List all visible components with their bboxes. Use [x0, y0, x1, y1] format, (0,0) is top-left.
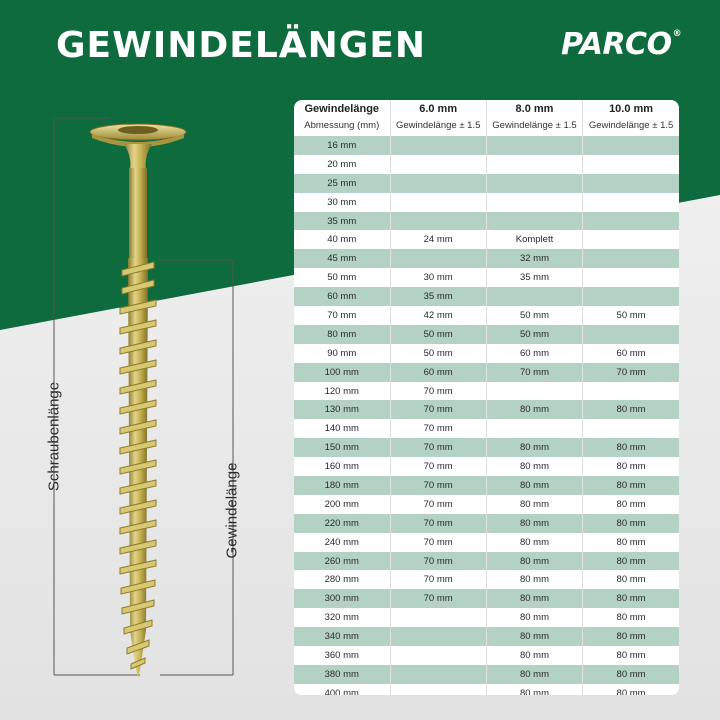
header-cell-6mm: 6.0 mm — [390, 100, 486, 116]
table-body — [294, 136, 679, 695]
table-row — [294, 665, 679, 684]
table-row — [294, 249, 679, 268]
thread-length-cell: 80 mm — [486, 570, 582, 589]
thread-length-cell — [583, 136, 679, 155]
dimension-cell: 90 mm — [294, 344, 390, 363]
thread-length-cell: 80 mm — [486, 400, 582, 419]
dimension-cell: 70 mm — [294, 306, 390, 325]
thread-length-cell: 70 mm — [486, 363, 582, 382]
table-row — [294, 608, 679, 627]
dimension-cell: 80 mm — [294, 325, 390, 344]
thread-length-cell — [583, 174, 679, 193]
table-row — [294, 514, 679, 533]
dimension-cell: 180 mm — [294, 476, 390, 495]
thread-length-cell: 70 mm — [390, 552, 486, 571]
table-row — [294, 268, 679, 287]
header-cell-8mm: 8.0 mm — [486, 100, 582, 116]
thread-length-cell: 70 mm — [390, 495, 486, 514]
thread-length-cell: 32 mm — [486, 249, 582, 268]
thread-length-cell: 50 mm — [486, 325, 582, 344]
dimension-cell: 300 mm — [294, 589, 390, 608]
subheader-cell: Gewindelänge ± 1.5 — [486, 116, 582, 136]
thread-length-label: Gewindelänge — [223, 462, 241, 559]
table-row — [294, 193, 679, 212]
table-row — [294, 533, 679, 552]
dimension-cell: 45 mm — [294, 249, 390, 268]
thread-length-cell — [390, 646, 486, 665]
thread-length-cell — [390, 627, 486, 646]
dimension-cell: 240 mm — [294, 533, 390, 552]
thread-length-cell: 80 mm — [583, 608, 679, 627]
dimension-cell: 100 mm — [294, 363, 390, 382]
table-row — [294, 287, 679, 306]
thread-length-cell: 35 mm — [390, 287, 486, 306]
thread-length-cell: 80 mm — [583, 665, 679, 684]
thread-length-cell: 70 mm — [390, 570, 486, 589]
thread-length-cell: 80 mm — [583, 552, 679, 571]
thread-length-cell — [583, 193, 679, 212]
thread-length-cell — [583, 325, 679, 344]
thread-length-cell: 80 mm — [486, 514, 582, 533]
thread-length-cell: 80 mm — [583, 684, 679, 695]
thread-length-cell: 80 mm — [486, 608, 582, 627]
thread-length-cell — [486, 212, 582, 231]
dimension-cell: 130 mm — [294, 400, 390, 419]
table-row — [294, 570, 679, 589]
table-row — [294, 552, 679, 571]
thread-length-cell: 80 mm — [583, 514, 679, 533]
dimension-cell: 400 mm — [294, 684, 390, 695]
thread-length-cell — [583, 382, 679, 401]
table-header-row — [294, 100, 679, 116]
thread-length-cell — [486, 174, 582, 193]
table — [294, 100, 679, 695]
thread-length-cell — [390, 608, 486, 627]
table-row — [294, 382, 679, 401]
thread-length-cell: 50 mm — [390, 325, 486, 344]
dimension-cell: 16 mm — [294, 136, 390, 155]
header-cell-label: Gewindelänge — [294, 100, 390, 116]
thread-length-cell — [390, 665, 486, 684]
thread-length-cell: 80 mm — [583, 646, 679, 665]
brand-logo: PARCO® — [561, 27, 682, 62]
dimension-cell: 280 mm — [294, 570, 390, 589]
table-row — [294, 400, 679, 419]
thread-length-cell — [486, 287, 582, 306]
dimension-cell: 35 mm — [294, 212, 390, 231]
thread-length-cell — [390, 212, 486, 231]
thread-length-cell: 70 mm — [390, 457, 486, 476]
dimension-cell: 200 mm — [294, 495, 390, 514]
dimension-cell: 360 mm — [294, 646, 390, 665]
thread-length-cell: 80 mm — [486, 684, 582, 695]
table-row — [294, 438, 679, 457]
thread-length-cell — [583, 230, 679, 249]
thread-length-cell: 80 mm — [583, 570, 679, 589]
subheader-cell: Abmessung (mm) — [294, 116, 390, 136]
thread-length-cell: 35 mm — [486, 268, 582, 287]
thread-length-cell: 60 mm — [583, 344, 679, 363]
thread-length-cell: 80 mm — [486, 495, 582, 514]
table-row — [294, 306, 679, 325]
thread-length-cell — [486, 193, 582, 212]
thread-length-cell: 80 mm — [583, 495, 679, 514]
thread-length-cell: 80 mm — [583, 533, 679, 552]
thread-length-cell: 30 mm — [390, 268, 486, 287]
thread-length-cell — [583, 268, 679, 287]
thread-length-cell: 50 mm — [390, 344, 486, 363]
table-row — [294, 495, 679, 514]
dimension-cell: 120 mm — [294, 382, 390, 401]
thread-length-cell — [486, 419, 582, 438]
table-row — [294, 136, 679, 155]
thread-length-cell: 80 mm — [583, 457, 679, 476]
dimension-cell: 260 mm — [294, 552, 390, 571]
table-row — [294, 230, 679, 249]
thread-length-cell: 70 mm — [390, 382, 486, 401]
thread-length-cell: 80 mm — [486, 533, 582, 552]
dimension-cell: 60 mm — [294, 287, 390, 306]
thread-length-cell: 24 mm — [390, 230, 486, 249]
thread-length-cell: 60 mm — [486, 344, 582, 363]
table-row — [294, 646, 679, 665]
table-row — [294, 457, 679, 476]
thread-length-cell — [486, 136, 582, 155]
dimension-cell: 380 mm — [294, 665, 390, 684]
thread-length-cell: 80 mm — [583, 476, 679, 495]
thread-length-cell — [583, 155, 679, 174]
subheader-cell: Gewindelänge ± 1.5 — [583, 116, 679, 136]
thread-length-cell: 70 mm — [390, 476, 486, 495]
thread-length-cell: 70 mm — [390, 589, 486, 608]
thread-length-cell — [390, 249, 486, 268]
thread-length-cell: 70 mm — [390, 400, 486, 419]
screw-drawing — [40, 110, 260, 690]
thread-length-cell: 80 mm — [486, 646, 582, 665]
thread-length-cell: 80 mm — [583, 627, 679, 646]
thread-length-cell: 80 mm — [583, 400, 679, 419]
thread-length-cell — [390, 684, 486, 695]
table-row — [294, 325, 679, 344]
thread-length-cell: 80 mm — [486, 457, 582, 476]
table-row — [294, 627, 679, 646]
thread-length-cell: 70 mm — [390, 438, 486, 457]
thread-length-cell — [390, 136, 486, 155]
thread-length-cell — [486, 155, 582, 174]
thread-length-cell — [390, 174, 486, 193]
screw-illustration — [40, 110, 260, 690]
table-row — [294, 476, 679, 495]
thread-length-cell — [390, 155, 486, 174]
thread-length-cell: 80 mm — [583, 438, 679, 457]
dimension-cell: 150 mm — [294, 438, 390, 457]
table-row — [294, 174, 679, 193]
table-row — [294, 589, 679, 608]
thread-length-cell: 80 mm — [486, 627, 582, 646]
dimension-cell: 50 mm — [294, 268, 390, 287]
header-cell-10mm: 10.0 mm — [609, 103, 654, 115]
thread-length-cell: 80 mm — [486, 552, 582, 571]
thread-length-cell — [390, 193, 486, 212]
thread-length-cell: 70 mm — [390, 419, 486, 438]
thread-length-cell: 50 mm — [583, 306, 679, 325]
subheader-cell: Gewindelänge ± 1.5 — [390, 116, 486, 136]
table-row — [294, 684, 679, 695]
table-row — [294, 363, 679, 382]
dimension-cell: 30 mm — [294, 193, 390, 212]
dimension-cell: 220 mm — [294, 514, 390, 533]
thread-length-cell: 60 mm — [390, 363, 486, 382]
table-row — [294, 212, 679, 231]
table-row — [294, 419, 679, 438]
thread-length-cell: 80 mm — [486, 665, 582, 684]
table-row — [294, 344, 679, 363]
thread-length-cell: 80 mm — [486, 438, 582, 457]
dimension-cell: 320 mm — [294, 608, 390, 627]
dimension-cell: 40 mm — [294, 230, 390, 249]
thread-length-cell: 70 mm — [583, 363, 679, 382]
dimension-cell: 160 mm — [294, 457, 390, 476]
thread-length-cell: 80 mm — [583, 589, 679, 608]
table-subheader-row — [294, 116, 679, 136]
thread-length-cell — [583, 212, 679, 231]
dimension-cell: 340 mm — [294, 627, 390, 646]
thread-length-cell: 42 mm — [390, 306, 486, 325]
dimension-cell: 140 mm — [294, 419, 390, 438]
thread-length-cell — [583, 287, 679, 306]
screw-length-label: Schraubenlänge — [45, 381, 63, 492]
thread-length-cell: 70 mm — [390, 514, 486, 533]
thread-length-cell: 80 mm — [486, 476, 582, 495]
page-title: GEWINDELÄNGEN — [56, 25, 427, 66]
table-row — [294, 155, 679, 174]
dimension-cell: 20 mm — [294, 155, 390, 174]
thread-length-cell: 70 mm — [390, 533, 486, 552]
thread-length-cell — [583, 249, 679, 268]
dimension-cell: 25 mm — [294, 174, 390, 193]
thread-length-table — [294, 100, 679, 695]
thread-length-cell: Komplett — [486, 230, 582, 249]
thread-length-cell — [486, 382, 582, 401]
thread-length-cell: 80 mm — [486, 589, 582, 608]
thread-length-cell — [583, 419, 679, 438]
thread-length-cell: 50 mm — [486, 306, 582, 325]
